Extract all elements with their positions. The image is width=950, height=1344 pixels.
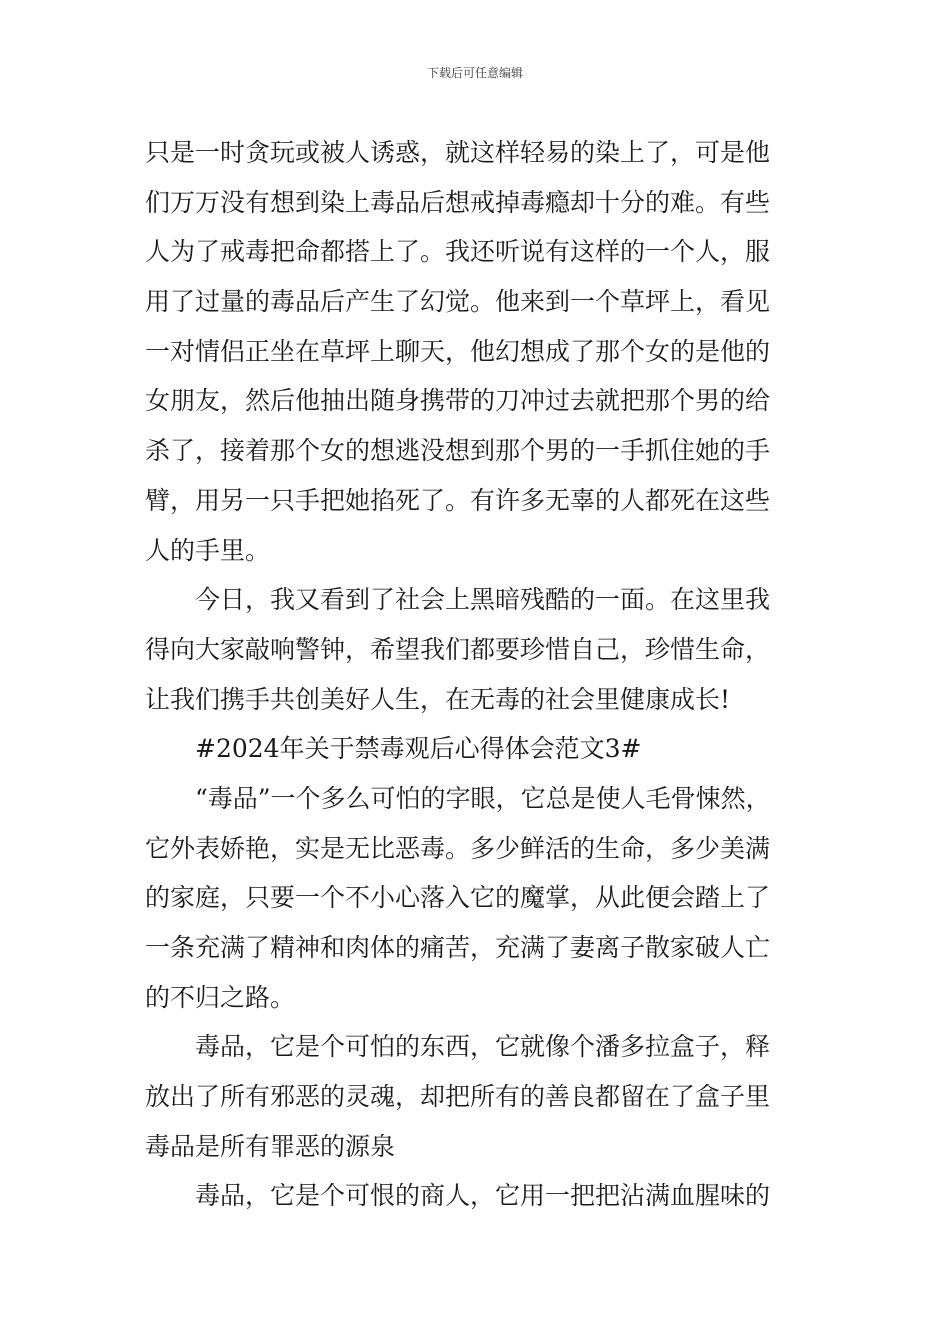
text-line-21: 毒品是所有罪恶的源泉 [145,1131,396,1161]
text-line-10: 今日，我又看到了社会上黑暗残酷的一面。在这里我 [195,585,771,615]
text-line-22: 毒品，它是个可恨的商人，它用一把把沾满血腥味的 [195,1181,771,1211]
text-line-3: 人为了戒毒把命都搭上了。我还听说有这样的一个人，服 [145,237,771,267]
document-body [145,128,825,1221]
text-line-18: 的不归之路。 [145,982,296,1012]
text-line-9: 人的手里。 [145,535,271,565]
text-line-2: 们万万没有想到染上毒品后想戒掉毒瘾却十分的难。有些 [145,187,771,217]
text-line-20: 放出了所有邪恶的灵魂，却把所有的善良都留在了盒子里 [145,1082,771,1112]
text-line-11: 得向大家敲响警钟，希望我们都要珍惜自己，珍惜生命， [145,634,771,664]
text-line-17: 一条充满了精神和肉体的痛苦，充满了妻离子散家破人亡 [145,933,771,962]
text-line-6: 女朋友，然后他抽出随身携带的刀冲过去就把那个男的给 [145,386,771,416]
section-heading: #2024年关于禁毒观后心得体会范文3# [195,734,642,764]
text-line-1: 只是一时贪玩或被人诱惑，就这样轻易的染上了，可是他 [145,138,771,167]
text-line-15: 它外表娇艳，实是无比恶毒。多少鲜活的生命，多少美满 [145,833,771,863]
text-line-7: 杀了，接着那个女的想逃没想到那个男的一手抓住她的手 [145,436,771,466]
text-line-19: 毒品，它是个可怕的东西，它就像个潘多拉盒子，释 [195,1032,771,1062]
text-line-16: 的家庭，只要一个不小心落入它的魔掌，从此便会踏上了 [145,883,771,913]
text-line-14: “毒品”一个多么可怕的字眼，它总是使人毛骨悚然， [195,783,771,813]
page-header: 下载后可任意编辑 [426,66,523,80]
text-line-12: 让我们携手共创美好人生，在无毒的社会里健康成长! [145,684,731,714]
text-line-4: 用了过量的毒品后产生了幻觉。他来到一个草坪上，看见 [145,287,771,317]
text-line-5: 一对情侣正坐在草坪上聊天，他幻想成了那个女的是他的 [145,336,771,366]
text-line-8: 臂，用另一只手把她掐死了。有许多无辜的人都死在这些 [145,485,771,515]
